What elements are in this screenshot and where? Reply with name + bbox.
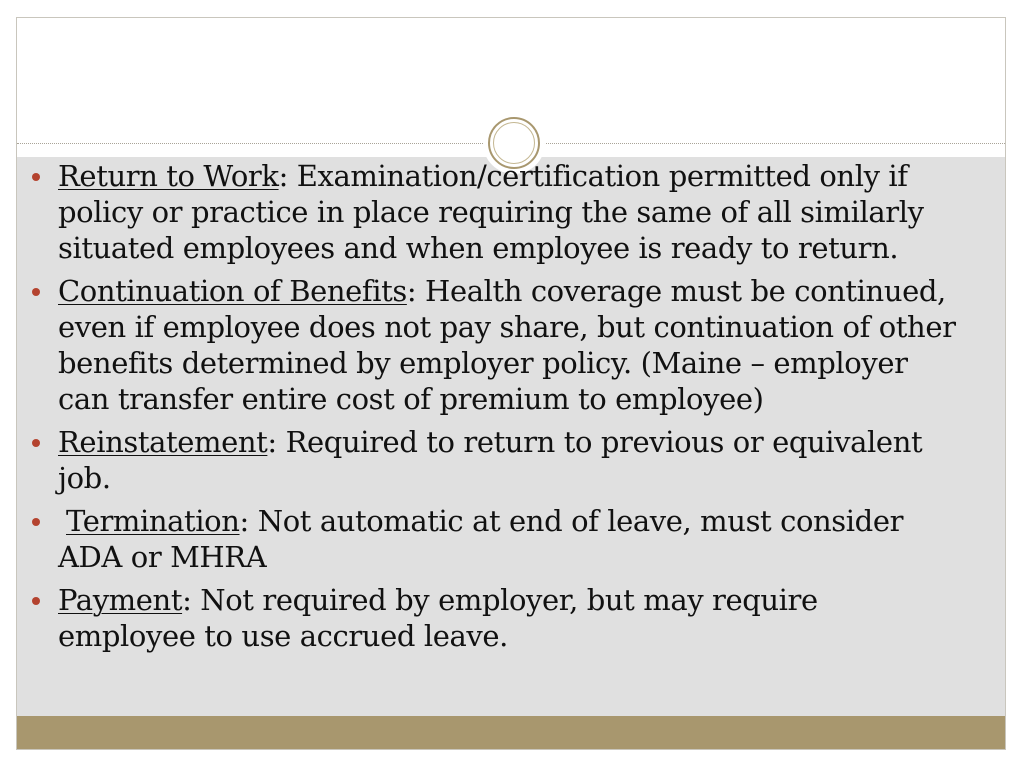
bullet-term: Payment: [58, 583, 183, 617]
bullet-dot-icon: [32, 518, 40, 526]
bullet-text: : Not automatic at end of leave, must consider ADA or MHRA: [58, 504, 904, 574]
bullet-term: Termination: [66, 504, 240, 538]
bullet-term: Continuation of Benefits: [58, 274, 407, 308]
bullet-dot-icon: [32, 288, 40, 296]
bullet-text: : Not required by employer, but may require employee to use accrued leave.: [58, 583, 818, 653]
bullet-text: : Required to return to previous or equivalent job.: [58, 425, 923, 495]
bullet-term: Return to Work: [58, 159, 279, 193]
bullet-dot-icon: [32, 173, 40, 181]
bullet-item-payment: [30, 582, 960, 654]
bullet-list: [30, 158, 960, 661]
bullet-dot-icon: [32, 597, 40, 605]
bullet-item-continuation-of-benefits: [30, 273, 960, 417]
bullet-item-return-to-work: [30, 158, 960, 266]
footer-bar: [17, 716, 1005, 750]
bullet-term: Reinstatement: [58, 425, 268, 459]
bullet-item-termination: [30, 503, 960, 575]
bullet-text: : Examination/certification permitted only if policy or practice in place requiring the same of all similarly situated employees and when employee is ready to return.: [58, 159, 924, 265]
bullet-item-reinstatement: [30, 424, 960, 496]
bullet-dot-icon: [32, 439, 40, 447]
bullet-text: : Health coverage must be continued, even if employee does not pay share, but continuation of other benefits determined by employer policy. (Maine – employer can transfer entire cost of premium to employee): [58, 274, 956, 416]
